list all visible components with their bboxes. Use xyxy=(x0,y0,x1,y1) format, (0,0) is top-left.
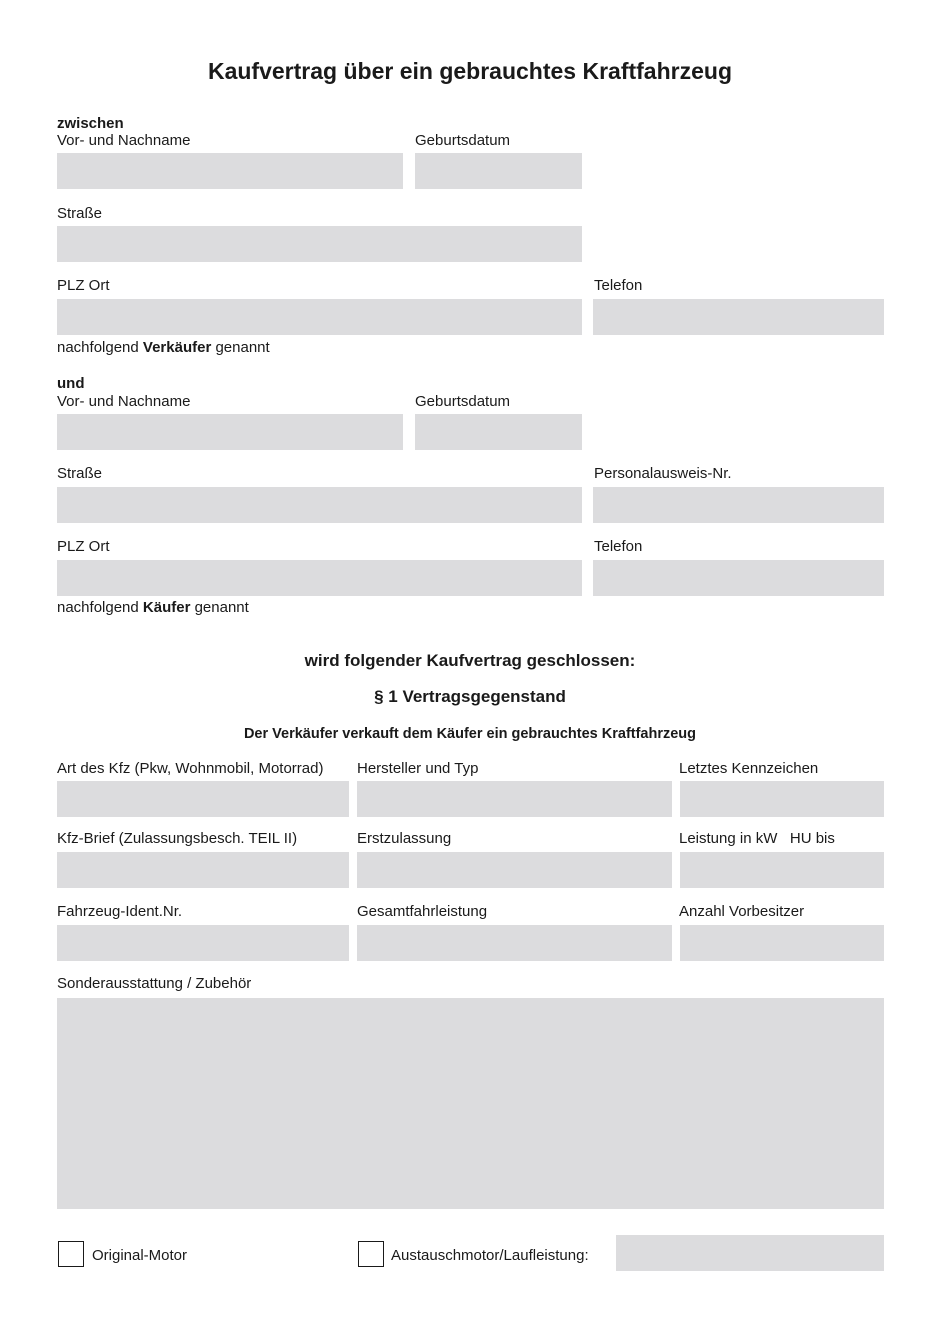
plate-label: Letztes Kennzeichen xyxy=(679,760,819,777)
first-registration-label: Erstzulassung xyxy=(357,830,452,847)
buyer-city-field[interactable] xyxy=(57,560,582,596)
registration-doc-field[interactable] xyxy=(57,852,349,888)
buyer-intro: und xyxy=(57,375,85,392)
buyer-phone-field[interactable] xyxy=(593,560,884,596)
replacement-motor-label: Austauschmotor/Laufleistung: xyxy=(391,1247,589,1264)
extras-label: Sonderausstattung / Zubehör xyxy=(57,975,252,992)
seller-street-field[interactable] xyxy=(57,226,582,262)
seller-street-label: Straße xyxy=(57,205,103,222)
buyer-role-note: nachfolgend Käufer genannt xyxy=(57,599,249,616)
extras-textarea[interactable] xyxy=(57,998,884,1209)
buyer-city-label: PLZ Ort xyxy=(57,538,110,555)
buyer-name-label: Vor- und Nachname xyxy=(57,393,191,410)
buyer-birthdate-label: Geburtsdatum xyxy=(415,393,511,410)
buyer-street-label: Straße xyxy=(57,465,103,482)
original-motor-label: Original-Motor xyxy=(92,1247,188,1264)
plate-field[interactable] xyxy=(680,781,884,817)
previous-owners-field[interactable] xyxy=(680,925,884,961)
first-registration-field[interactable] xyxy=(357,852,672,888)
seller-name-field[interactable] xyxy=(57,153,403,189)
seller-birthdate-field[interactable] xyxy=(415,153,582,189)
mileage-label: Gesamtfahrleistung xyxy=(357,903,488,920)
buyer-birthdate-field[interactable] xyxy=(415,414,582,450)
buyer-id-label: Personalausweis-Nr. xyxy=(594,465,732,482)
manufacturer-label: Hersteller und Typ xyxy=(357,760,479,777)
vin-label: Fahrzeug-Ident.Nr. xyxy=(57,903,183,920)
contract-intro: wird folgender Kaufvertrag geschlossen: xyxy=(304,651,636,670)
manufacturer-field[interactable] xyxy=(357,781,672,817)
seller-city-label: PLZ Ort xyxy=(57,277,110,294)
section1-subheading: Der Verkäufer verkauft dem Käufer ein gebrauchtes Kraftfahrzeug xyxy=(243,726,697,742)
seller-phone-label: Telefon xyxy=(594,277,643,294)
power-label: Leistung in kW HU bis xyxy=(679,830,835,847)
seller-phone-field[interactable] xyxy=(593,299,884,335)
seller-city-field[interactable] xyxy=(57,299,582,335)
original-motor-checkbox[interactable] xyxy=(58,1241,84,1267)
seller-role-note: nachfolgend Verkäufer genannt xyxy=(57,339,270,356)
document-title: Kaufvertrag über ein gebrauchtes Kraftfahrzeug xyxy=(207,58,732,84)
vehicle-type-label: Art des Kfz (Pkw, Wohnmobil, Motorrad) xyxy=(57,760,324,777)
mileage-field[interactable] xyxy=(357,925,672,961)
seller-birthdate-label: Geburtsdatum xyxy=(415,132,511,149)
buyer-name-field[interactable] xyxy=(57,414,403,450)
vin-field[interactable] xyxy=(57,925,349,961)
replacement-motor-checkbox[interactable] xyxy=(358,1241,384,1267)
seller-name-label: Vor- und Nachname xyxy=(57,132,191,149)
vehicle-type-field[interactable] xyxy=(57,781,349,817)
replacement-motor-mileage-field[interactable] xyxy=(616,1235,884,1271)
seller-intro: zwischen xyxy=(57,115,124,132)
section1-heading: § 1 Vertragsgegenstand xyxy=(374,687,566,706)
power-field[interactable] xyxy=(680,852,884,888)
buyer-phone-label: Telefon xyxy=(594,538,643,555)
buyer-id-field[interactable] xyxy=(593,487,884,523)
buyer-street-field[interactable] xyxy=(57,487,582,523)
previous-owners-label: Anzahl Vorbesitzer xyxy=(679,903,805,920)
registration-doc-label: Kfz-Brief (Zulassungsbesch. TEIL II) xyxy=(57,830,298,847)
